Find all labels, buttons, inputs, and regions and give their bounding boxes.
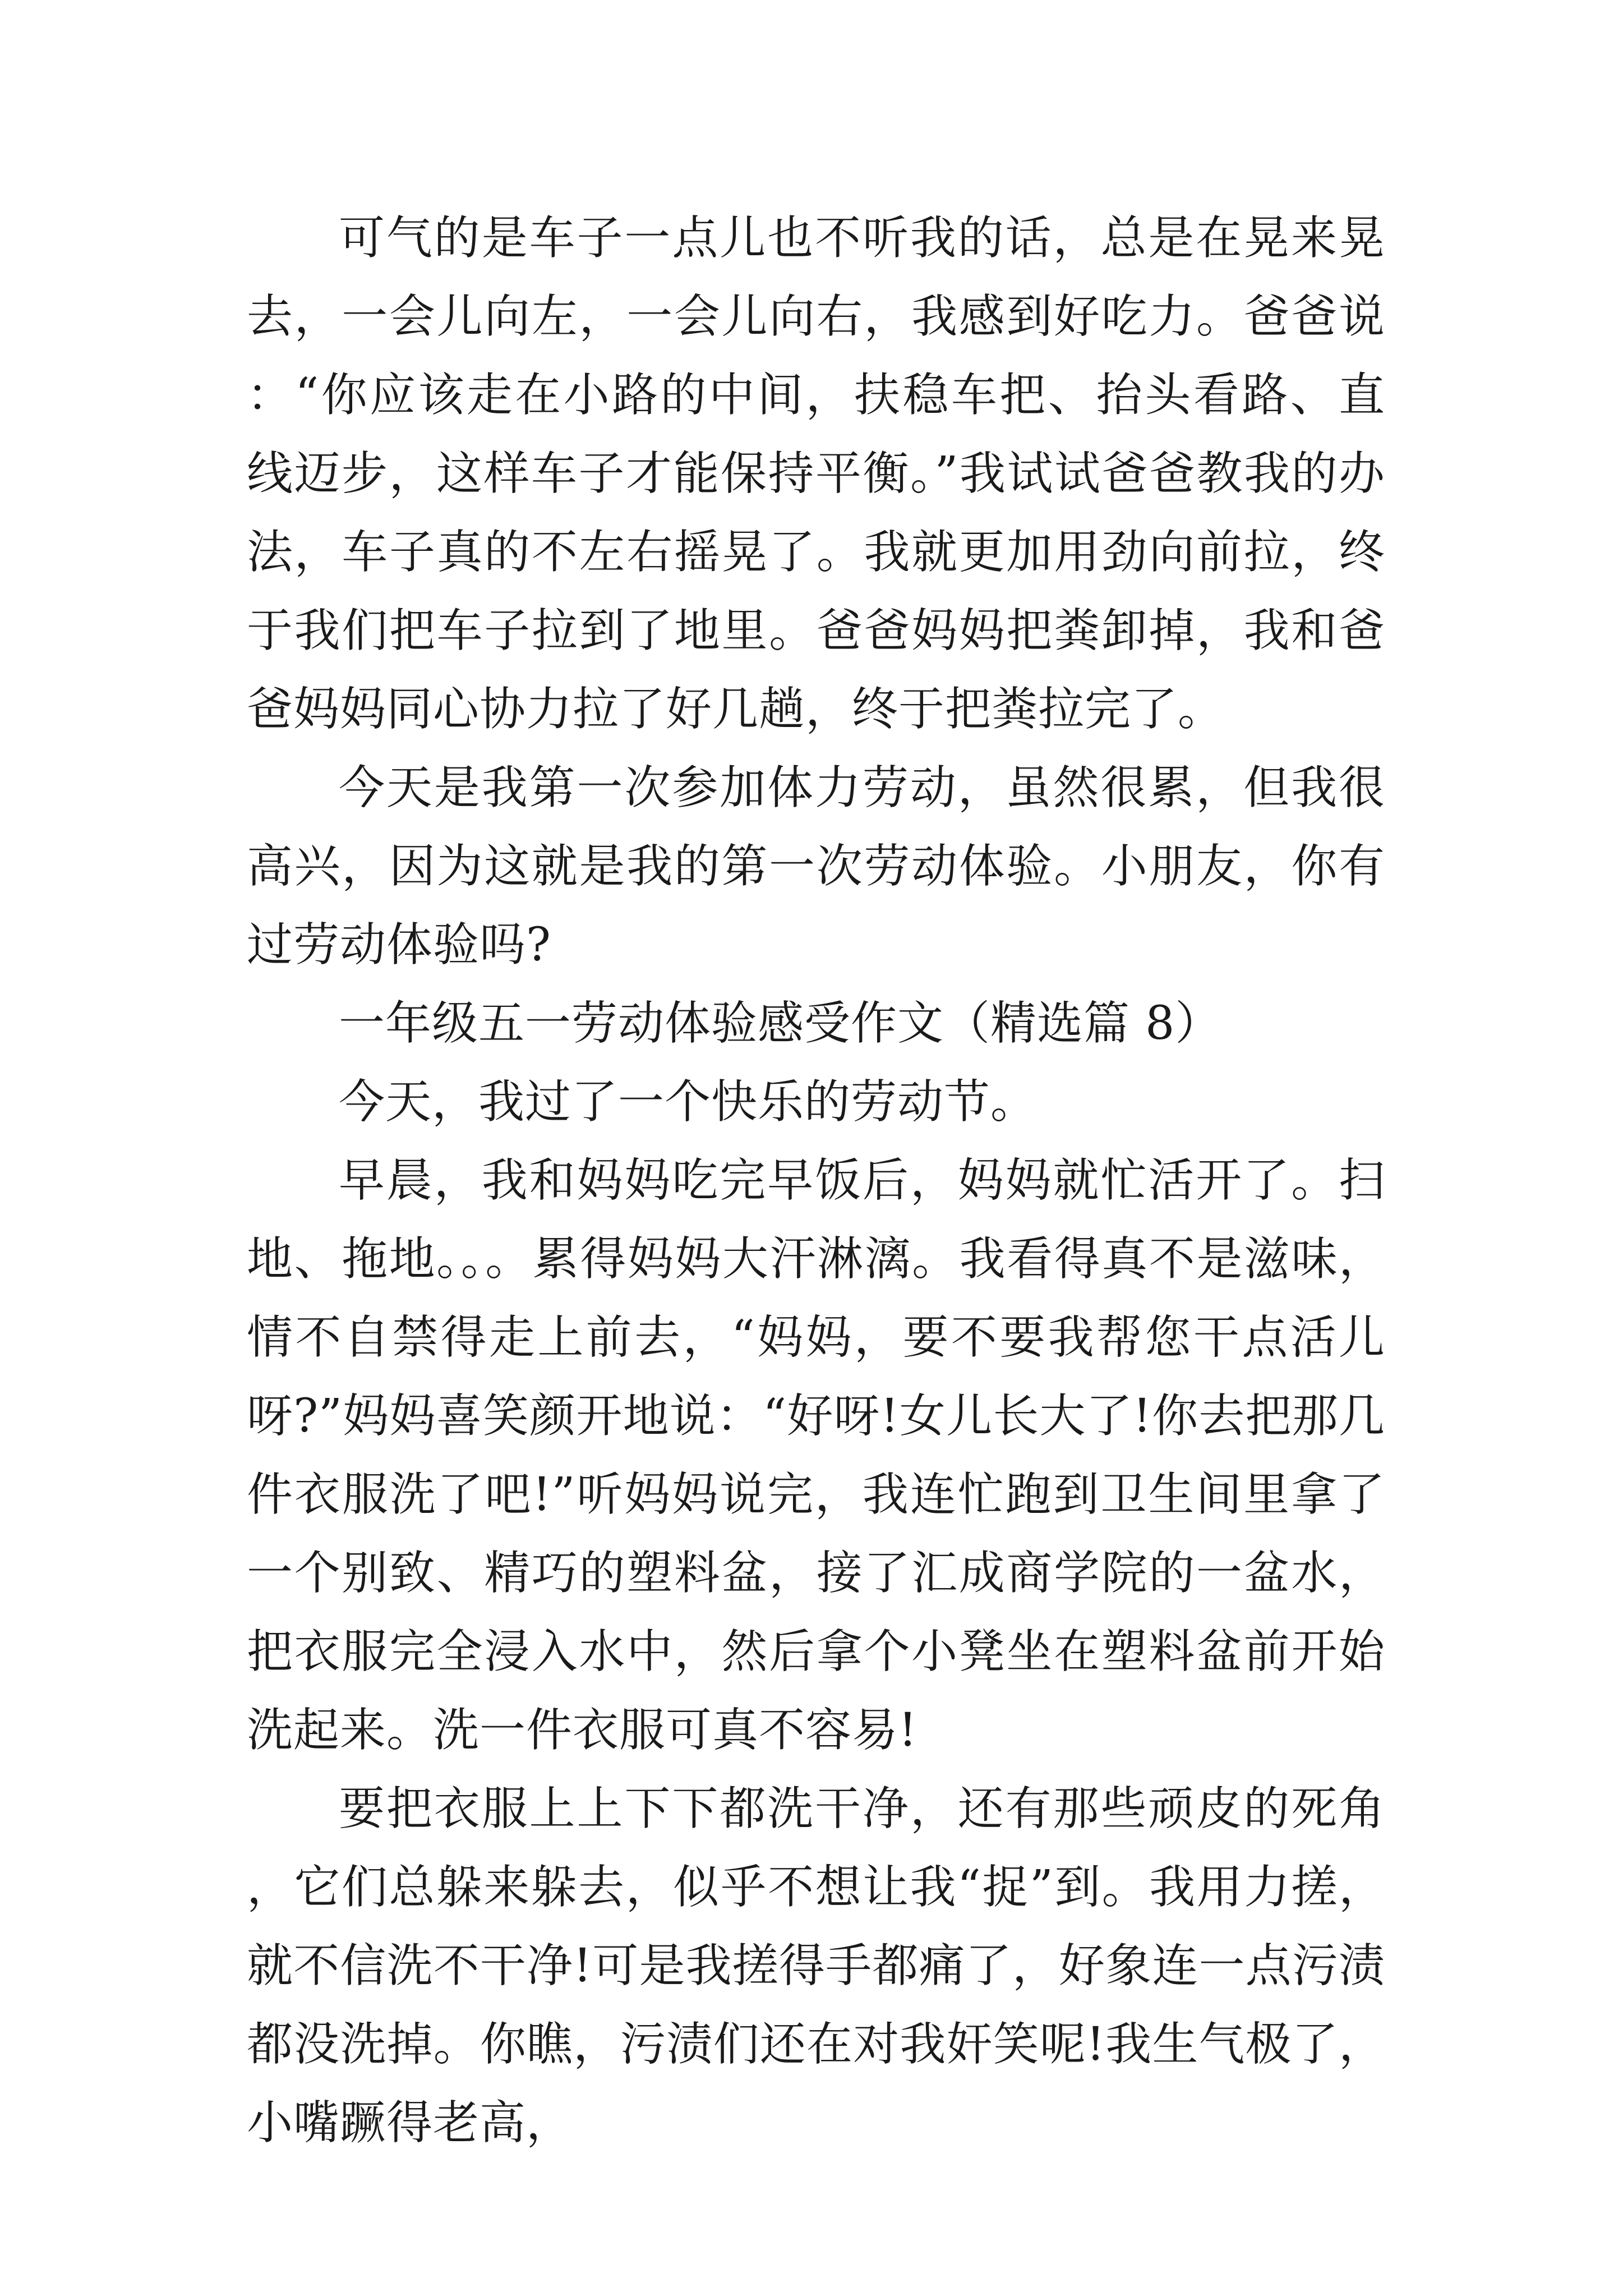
paragraph-washing-clothes: 要把衣服上上下下都洗干净，还有那些顽皮的死角，它们总躲来躲去，似乎不想让我“捉”到。我用力搓，就不信洗不干净!可是我搓得手都痛了，好象连一点污渍都没洗掉。你瞧，污渍们还在对我奸笑呢!我生气极了，小嘴蹶得老高， xyxy=(247,1782,1385,2150)
paragraph-cart-pulling: 可气的是车子一点儿也不听我的话，总是在晃来晃去，一会儿向左，一会儿向右，我感到好吃力。爸爸说：“你应该走在小路的中间，扶稳车把、抬头看路、直线迈步，这样车子才能保持平衡。”我试试爸爸教我的办法，车子真的不左右摇晃了。我就更加用劲向前拉，终于我们把车子拉到了地里。爸爸妈妈把粪卸掉，我和爸爸妈妈同心协力拉了好几趟，终于把粪拉完了。 xyxy=(247,211,1385,736)
essay-heading: 一年级五一劳动体验感受作文（精选篇 8） xyxy=(339,997,1222,1050)
paragraph-first-labor: 今天是我第一次参加体力劳动，虽然很累，但我很高兴，因为这就是我的第一次劳动体验。小朋友，你有过劳动体验吗? xyxy=(247,761,1385,972)
document-page xyxy=(247,199,1385,2162)
paragraph-morning-chores: 早晨，我和妈妈吃完早饭后，妈妈就忙活开了。扫地、拖地。。。累得妈妈大汗淋漓。我看得真不是滋味，情不自禁得走上前去，“妈妈，要不要我帮您干点活儿呀?”妈妈喜笑颜开地说：“好呀!女儿长大了!你去把那几件衣服洗了吧!”听妈妈说完，我连忙跑到卫生间里拿了一个别致、精巧的塑料盆，接了汇成商学院的一盆水，把衣服完全浸入水中，然后拿个小凳坐在塑料盆前开始洗起来。洗一件衣服可真不容易! xyxy=(247,1154,1385,1757)
paragraph-labor-day: 今天，我过了一个快乐的劳动节。 xyxy=(339,1075,1038,1129)
